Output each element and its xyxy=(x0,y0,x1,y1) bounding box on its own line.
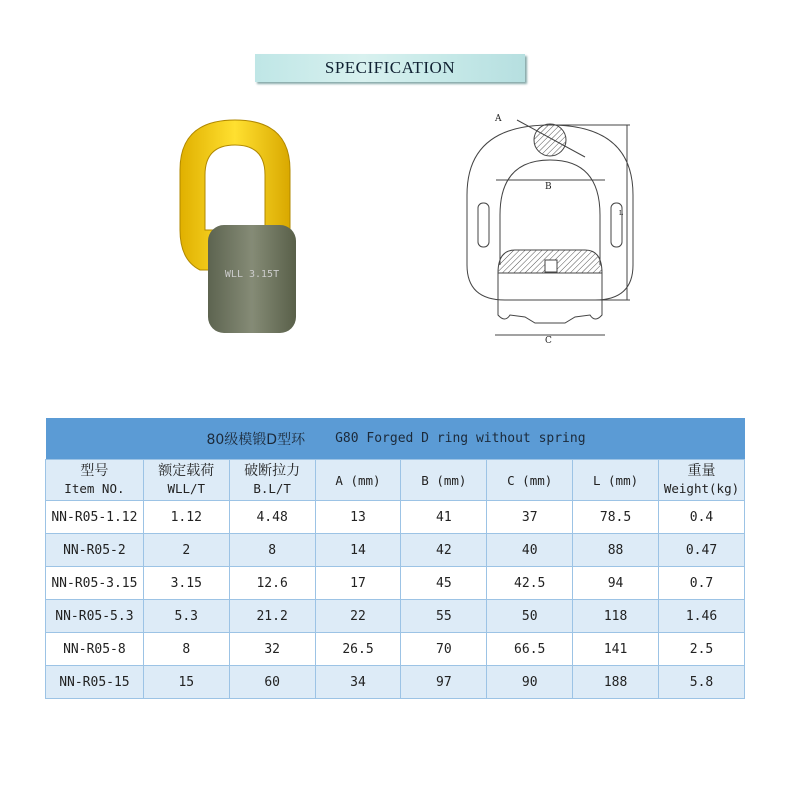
column-header xyxy=(659,460,745,501)
table-cell: 42 xyxy=(401,534,487,567)
table-cell: 40 xyxy=(487,534,573,567)
column-header xyxy=(315,460,401,501)
table-cell: 22 xyxy=(315,600,401,633)
table-cell: 0.47 xyxy=(659,534,745,567)
table-row xyxy=(46,633,745,666)
header-en: WLL/T xyxy=(167,481,206,496)
column-header xyxy=(487,460,573,501)
table-cell: 5.8 xyxy=(659,666,745,699)
table-cell: 90 xyxy=(487,666,573,699)
table-cell: 2.5 xyxy=(659,633,745,666)
header-en: C (mm) xyxy=(507,472,553,488)
table-cell: 0.4 xyxy=(659,501,745,534)
table-cell: 42.5 xyxy=(487,567,573,600)
label-b: B xyxy=(545,182,552,192)
table-row xyxy=(46,501,745,534)
table-cell: 50 xyxy=(487,600,573,633)
table-cell: 13 xyxy=(315,501,401,534)
table-cell: 0.7 xyxy=(659,567,745,600)
label-c: C xyxy=(545,336,552,345)
header-en: L (mm) xyxy=(592,472,639,488)
table-title-row xyxy=(46,418,745,460)
table-cell: 70 xyxy=(401,633,487,666)
title-en: G80 Forged D ring without spring xyxy=(315,418,744,460)
table-cell: 5.3 xyxy=(143,600,229,633)
specification-table xyxy=(45,418,745,699)
table-cell: NN-R05-1.12 xyxy=(46,501,144,534)
specification-banner xyxy=(255,54,525,82)
label-a: A xyxy=(495,114,502,124)
table-cell: 88 xyxy=(573,534,659,567)
table-cell: 12.6 xyxy=(229,567,315,600)
header-cn: 破断拉力 xyxy=(244,463,301,479)
column-header xyxy=(229,460,315,501)
table-cell: NN-R05-2 xyxy=(46,534,144,567)
table-cell: 118 xyxy=(573,600,659,633)
table-cell: 141 xyxy=(573,633,659,666)
table-cell: 60 xyxy=(229,666,315,699)
table-cell: 55 xyxy=(401,600,487,633)
column-header xyxy=(573,460,659,501)
table-cell: NN-R05-15 xyxy=(46,666,144,699)
table-cell: 1.12 xyxy=(143,501,229,534)
table-cell: 32 xyxy=(229,633,315,666)
header-cn: 重量 xyxy=(687,463,716,479)
table-row xyxy=(46,666,745,699)
table-cell: 45 xyxy=(401,567,487,600)
product-stamp: WLL 3.15T xyxy=(224,269,280,280)
header-cn: 型号 xyxy=(80,463,109,479)
table-header-row xyxy=(46,460,745,501)
d-ring-product-photo xyxy=(170,110,300,340)
table-row xyxy=(46,567,745,600)
table-cell: NN-R05-5.3 xyxy=(46,600,144,633)
table-cell: 15 xyxy=(143,666,229,699)
table-cell: 8 xyxy=(143,633,229,666)
title-cn: 80级模锻D型环 xyxy=(46,418,316,460)
table-cell: 37 xyxy=(487,501,573,534)
table-cell: 26.5 xyxy=(315,633,401,666)
column-header xyxy=(143,460,229,501)
table-cell: 78.5 xyxy=(573,501,659,534)
header-en: A (mm) xyxy=(335,472,381,488)
table-cell: 188 xyxy=(573,666,659,699)
header-en: B (mm) xyxy=(421,472,467,488)
table-cell: 41 xyxy=(401,501,487,534)
table-cell: 3.15 xyxy=(143,567,229,600)
label-l: L xyxy=(619,210,623,217)
header-en: Weight(kg) xyxy=(663,481,740,496)
table-cell: 94 xyxy=(573,567,659,600)
header-en: B.L/T xyxy=(253,481,291,496)
table-row xyxy=(46,600,745,633)
column-header xyxy=(46,460,144,501)
table-cell: 34 xyxy=(315,666,401,699)
banner-title: SPECIFICATION xyxy=(324,58,456,77)
header-cn: 额定载荷 xyxy=(158,463,215,479)
column-header xyxy=(401,460,487,501)
table-cell: NN-R05-8 xyxy=(46,633,144,666)
table-cell: 4.48 xyxy=(229,501,315,534)
table-cell: 14 xyxy=(315,534,401,567)
table-cell: NN-R05-3.15 xyxy=(46,567,144,600)
table-row xyxy=(46,534,745,567)
technical-drawing xyxy=(455,105,645,345)
table-cell: 21.2 xyxy=(229,600,315,633)
table-cell: 97 xyxy=(401,666,487,699)
table-cell: 1.46 xyxy=(659,600,745,633)
table-cell: 2 xyxy=(143,534,229,567)
header-en: Item NO. xyxy=(64,481,125,496)
table-cell: 66.5 xyxy=(487,633,573,666)
table-cell: 17 xyxy=(315,567,401,600)
table-cell: 8 xyxy=(229,534,315,567)
